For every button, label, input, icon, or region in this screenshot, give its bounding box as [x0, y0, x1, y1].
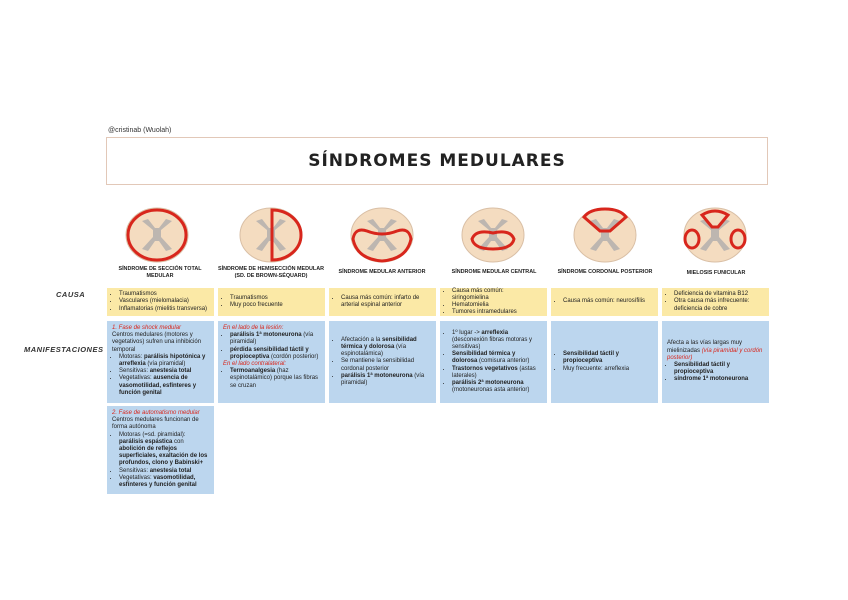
manif-cell-3: • Afectación a la sensibilidad térmica y dolorosa (vía espinotalámica) • Se mantiene la sensibilidad cordonal posterior • parálisis 1ª motoneurona (vía piramidal)	[329, 321, 436, 403]
column-header-4: SÍNDROME MEDULAR CENTRAL	[451, 269, 537, 275]
manif-cell-1b: 2. Fase de automatismo medular Centros medulares funcionan de forma autónoma • Motoras (=sd. piramidal): parálisis espástica con abolición de reflejos superficiales, exaltación de los profundos, clono y Babinski+ • Sensitivas: anestesia total • Vegetativas: vasomotilidad, esfínteres y función genital	[107, 406, 214, 494]
column-header-3: SÍNDROME MEDULAR ANTERIOR	[338, 269, 426, 275]
row-label-manifestaciones: MANIFESTACIONES	[24, 345, 104, 354]
manif-cell-1a: 1. Fase de shock medular Centros medulares (motores y vegetativos) sufren una inhibición temporal • Motoras: parálisis hipotónica y arreflexia (vía piramidal) • Sensitivas: anestesia total • Vegetativas: ausencia de vasomotilidad, esfínteres y función genital	[107, 321, 214, 403]
causa-cell-6: • Deficiencia de vitamina B12 • Otra causa más infrecuente: deficiencia de cobre	[662, 288, 769, 316]
title-box	[106, 137, 768, 185]
causa-cell-1: • Traumatismos • Vasculares (mielomalacia) • Inflamatorias (mielitis transversa)	[107, 288, 214, 316]
spinal-cord-anterior-icon	[347, 203, 417, 267]
manif-cell-2: En el lado de la lesión: • parálisis 1ª motoneurona (vía piramidal) • pérdida sensibilidad táctil y propioceptiva (cordón posterior) En el lado contralateral: • Termoanalgesia (haz espinotalámico) porque las fibras se cruzan	[218, 321, 325, 403]
spinal-cord-total-section-icon	[122, 203, 192, 267]
row-label-causa: CAUSA	[56, 290, 86, 299]
manif-cell-4: • 1º lugar -> arreflexia (desconexión fibras motoras y sensitivas) • Sensibilidad térmica y dolorosa (comisura anterior) • Trastornos vegetativos (astas laterales) • parálisis 2ª motoneurona (motoneuronas asta anterior)	[440, 321, 547, 403]
column-header-1: SÍNDROME DE SECCIÓN TOTAL MEDULAR	[118, 266, 202, 279]
causa-cell-4: • Causa más común: siringomielina • Hematomielia • Tumores intramedulares	[440, 288, 547, 316]
manif-cell-6: Afecta a las vías largas muy mielinizadas (vía piramidal y cordón posterior) • Sensibilidad táctil y propioceptiva • síndrome 1ª motoneurona	[662, 321, 769, 403]
author-credit: @cristinab (Wuolah)	[108, 127, 172, 134]
manif-cell-5: • Sensibilidad táctil y propioceptiva • Muy frecuente: arreflexia	[551, 321, 658, 403]
spinal-cord-central-icon	[458, 203, 528, 267]
column-header-5: SÍNDROME CORDONAL POSTERIOR	[557, 269, 653, 275]
spinal-cord-funicular-icon	[680, 203, 750, 267]
spinal-cord-hemisection-icon	[236, 203, 306, 267]
spinal-cord-posterior-icon	[570, 203, 640, 267]
column-header-2: SÍNDROME DE HEMISECCIÓN MEDULAR (SD. DE BROWN-SÉQUARD)	[217, 266, 325, 279]
column-header-6: MIELOSIS FUNICULAR	[686, 270, 746, 276]
causa-cell-2: • Traumatismos • Muy poco frecuente	[218, 288, 325, 316]
page-title: SÍNDROMES MEDULARES	[308, 151, 566, 171]
causa-cell-5: • Causa más común: neurosífilis	[551, 288, 658, 316]
causa-cell-3: • Causa más común: infarto de arterial espinal anterior	[329, 288, 436, 316]
